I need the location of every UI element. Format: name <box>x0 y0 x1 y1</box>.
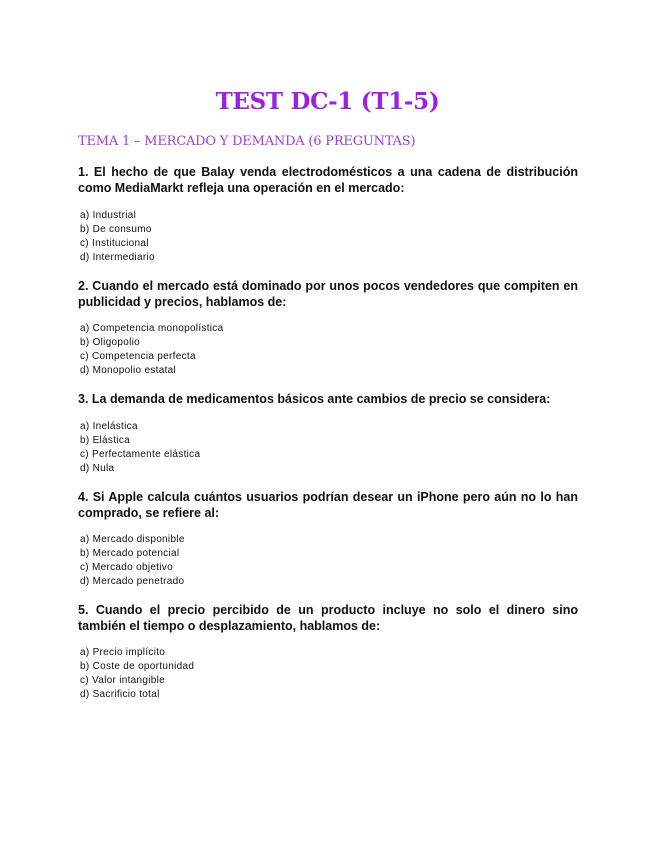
option: c) Competencia perfecta <box>80 351 196 362</box>
option: a) Inelástica <box>80 421 138 432</box>
question-2-text: 2. Cuando el mercado está dominado por unos pocos vendedores que compiten en publicidad y precios, hablamos de: <box>78 279 578 309</box>
option: c) Perfectamente elástica <box>80 449 201 460</box>
option: c) Mercado objetivo <box>80 562 173 573</box>
option: b) Mercado potencial <box>80 548 180 559</box>
option: d) Intermediario <box>80 252 155 263</box>
question-1-text: 1. El hecho de que Balay venda electrodomésticos a una cadena de distribución como MediaMarkt refleja una operación en el mercado: <box>78 165 578 195</box>
option: d) Nula <box>80 463 115 474</box>
section-title: TEMA 1 – MERCADO Y DEMANDA (6 PREGUNTAS) <box>78 134 416 149</box>
option: d) Sacrificio total <box>80 689 160 700</box>
option: c) Institucional <box>80 238 149 249</box>
option: d) Mercado penetrado <box>80 576 185 587</box>
option: b) Oligopolio <box>80 337 141 348</box>
question-4-options <box>80 533 185 589</box>
option: c) Valor intangible <box>80 675 166 686</box>
option: a) Mercado disponible <box>80 534 185 545</box>
question-3-options <box>80 420 200 476</box>
question-2-options <box>80 322 223 378</box>
question-4-text: 4. Si Apple calcula cuántos usuarios podrían desear un iPhone pero aún no lo han comprado, se refiere al: <box>78 490 578 520</box>
option: b) Elástica <box>80 435 130 446</box>
option: b) De consumo <box>80 224 152 235</box>
question-3-text: 3. La demanda de medicamentos básicos ante cambios de precio se considera: <box>78 392 551 406</box>
option: b) Coste de oportunidad <box>80 661 195 672</box>
question-1-options <box>80 209 155 265</box>
option: a) Competencia monopolística <box>80 323 224 334</box>
option: d) Monopolio estatal <box>80 365 177 376</box>
document-title: TEST DC-1 (T1-5) <box>215 88 440 115</box>
question-5-options <box>80 646 194 702</box>
question-5-text: 5. Cuando el precio percibido de un producto incluye no solo el dinero sino también el tiempo o desplazamiento, hablamos de: <box>78 603 578 633</box>
option: a) Industrial <box>80 210 137 221</box>
option: a) Precio implícito <box>80 647 166 658</box>
